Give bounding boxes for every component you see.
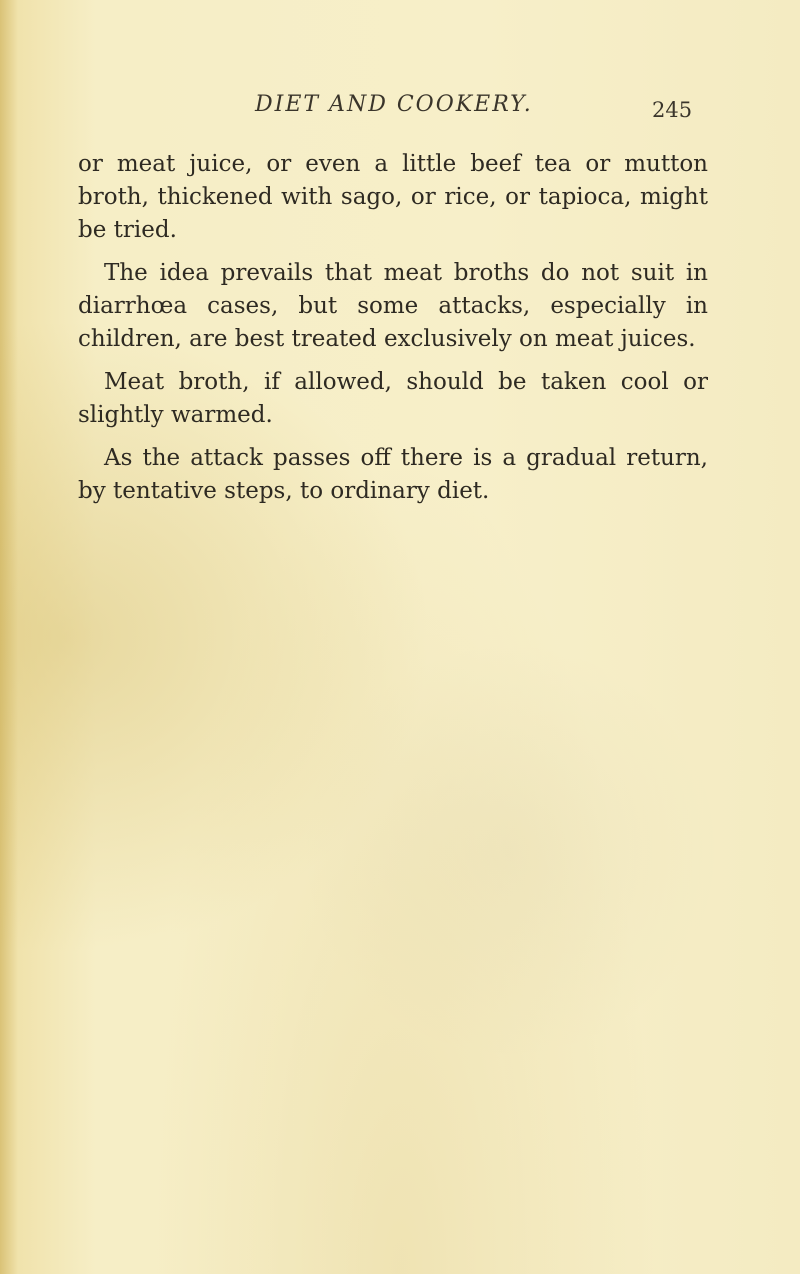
paragraph: or meat juice, or even a little beef tea or mutton broth, thickened with sago, or rice, or tapioca, might be tried. <box>78 151 708 243</box>
paragraph: The idea prevails that meat broths do not suit in diarrhœa cases, but some attacks, especially in children, are best treated exclusively on meat juices. <box>78 260 708 352</box>
page-number: 245 <box>652 98 693 122</box>
running-title: DIET AND COOKERY. <box>255 92 533 117</box>
page-binding-edge <box>0 0 18 1274</box>
paragraph: As the attack passes off there is a gradual return, by tentative steps, to ordinary diet. <box>78 445 708 504</box>
paragraph: Meat broth, if allowed, should be taken cool or slightly warmed. <box>78 369 708 428</box>
body-text <box>78 148 708 518</box>
show-through-stain <box>300 640 720 1060</box>
page-header <box>0 92 800 128</box>
